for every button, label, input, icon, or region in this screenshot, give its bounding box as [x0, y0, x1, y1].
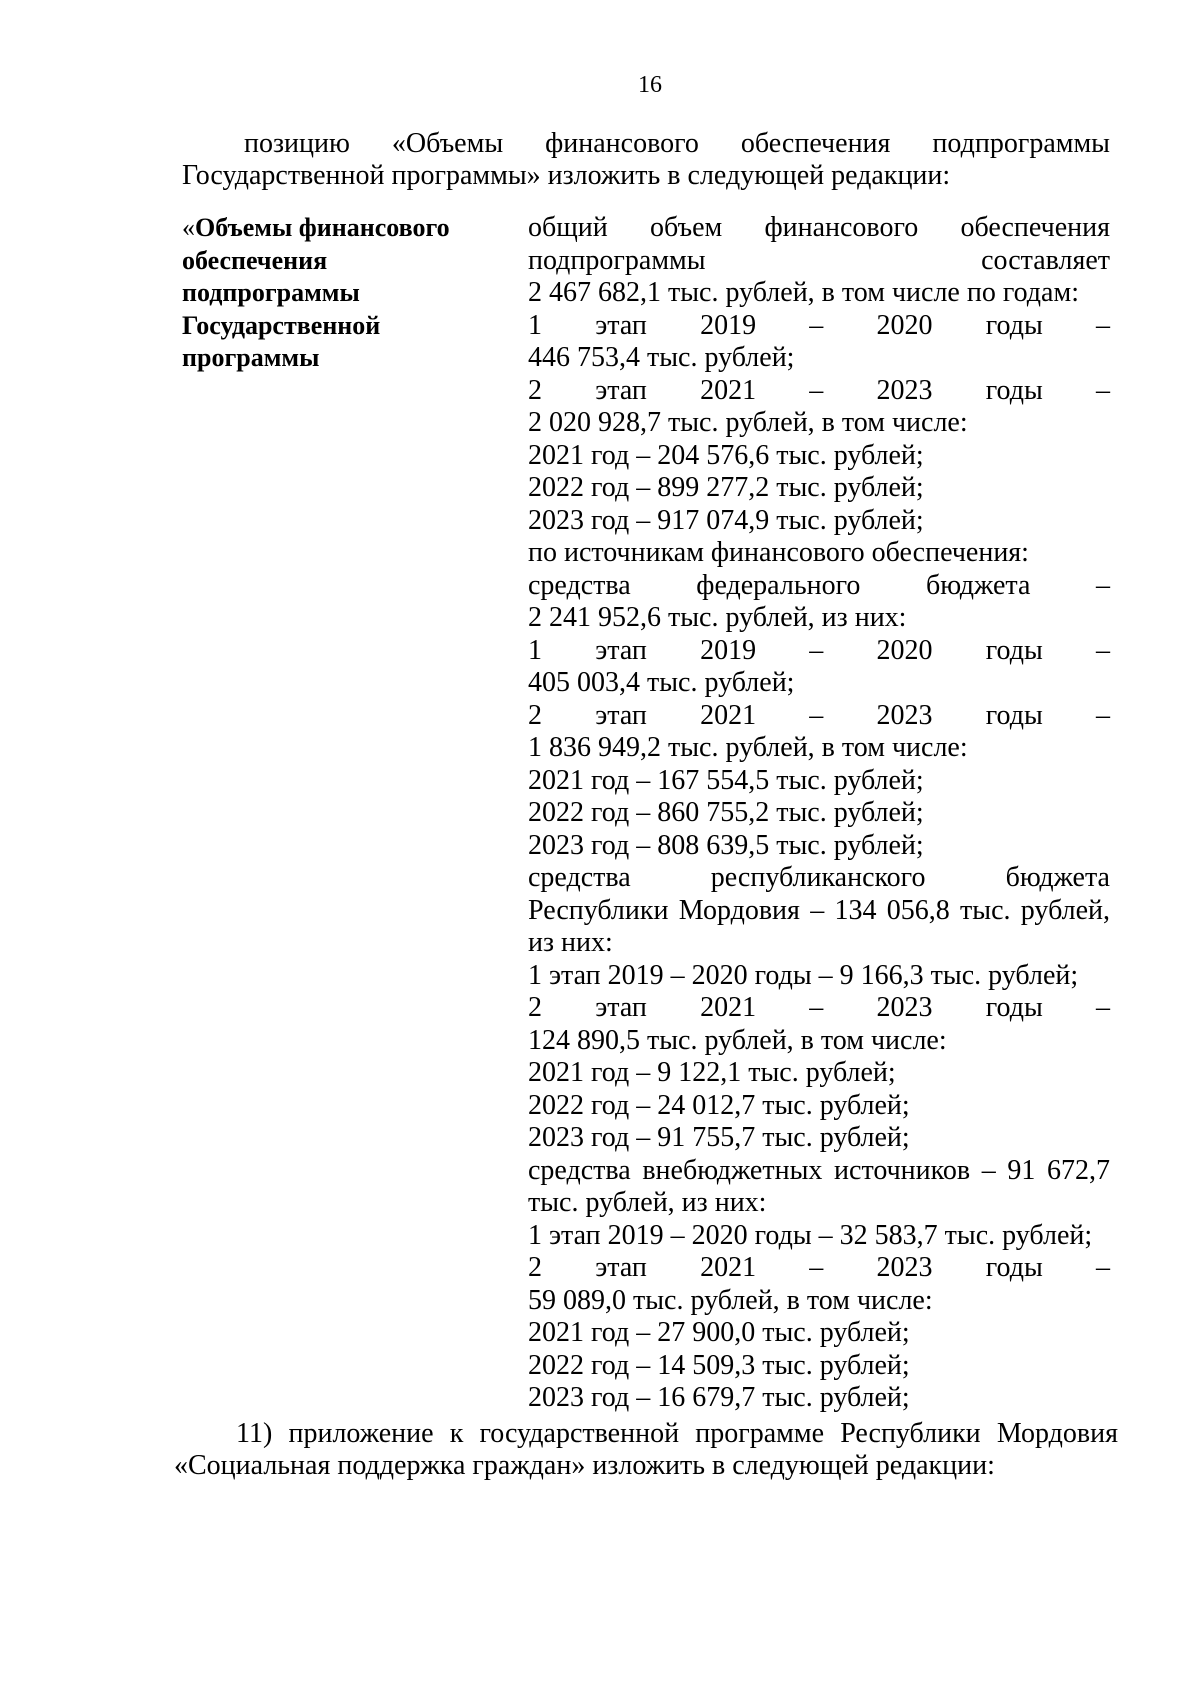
- funding-line: тыс. рублей, из них:: [528, 1187, 767, 1218]
- funding-line: Республики Мордовия – 134 056,8 тыс. рублей,: [528, 894, 1110, 926]
- intro-line-2: Государственной программы» изложить в следующей редакции:: [182, 160, 951, 191]
- funding-line: 1 этап 2019 – 2020 годы – 9 166,3 тыс. рублей;: [528, 959, 1079, 991]
- funding-line: 2022 год – 899 277,2 тыс. рублей;: [528, 472, 924, 503]
- funding-line: 2 020 928,7 тыс. рублей, в том числе:: [528, 407, 968, 438]
- funding-line: 2021 год – 9 122,1 тыс. рублей;: [528, 1057, 896, 1088]
- heading-text-1: Объемы финансового: [195, 213, 450, 242]
- heading-line-2: обеспечения: [182, 245, 328, 275]
- funding-line: 2 этап 2021 – 2023 годы –: [528, 1252, 1110, 1283]
- funding-details-cell: [528, 212, 1110, 1415]
- funding-line: 1 836 949,2 тыс. рублей, в том числе:: [528, 732, 968, 763]
- funding-line: 2023 год – 91 755,7 тыс. рублей;: [528, 1122, 910, 1153]
- funding-line: 2 467 682,1 тыс. рублей, в том числе по годам:: [528, 277, 1079, 308]
- funding-line: по источникам финансового обеспечения:: [528, 537, 1029, 568]
- subprogram-heading-cell: [182, 212, 502, 375]
- funding-line: 1 этап 2019 – 2020 годы –: [528, 309, 1110, 341]
- funding-line: 2022 год – 14 509,3 тыс. рублей;: [528, 1349, 910, 1381]
- funding-line: 124 890,5 тыс. рублей, в том числе:: [528, 1024, 947, 1056]
- funding-line: 2023 год – 808 639,5 тыс. рублей;: [528, 829, 924, 861]
- funding-line: 2021 год – 27 900,0 тыс. рублей;: [528, 1317, 910, 1348]
- funding-line: 2023 год – 16 679,7 тыс. рублей;: [528, 1382, 910, 1413]
- funding-line: средства внебюджетных источников – 91 672,7: [528, 1154, 1110, 1186]
- funding-line: 2022 год – 24 012,7 тыс. рублей;: [528, 1089, 910, 1121]
- funding-line: 446 753,4 тыс. рублей;: [528, 342, 795, 373]
- funding-line: из них:: [528, 927, 613, 958]
- funding-line: 2021 год – 204 576,6 тыс. рублей;: [528, 439, 924, 471]
- funding-line: 2 241 952,6 тыс. рублей, из них:: [528, 602, 907, 633]
- intro-line-1: позицию «Объемы финансового обеспечения подпрограммы: [244, 128, 1110, 159]
- funding-line: подпрограммы составляет: [528, 244, 1110, 276]
- page-number: 16: [638, 72, 662, 98]
- funding-line: 2 этап 2021 – 2023 годы –: [528, 699, 1110, 731]
- intro-paragraph: [182, 128, 1110, 192]
- funding-line: 2021 год – 167 554,5 тыс. рублей;: [528, 764, 924, 796]
- funding-line: 405 003,4 тыс. рублей;: [528, 667, 795, 698]
- funding-line: 2 этап 2021 – 2023 годы –: [528, 992, 1110, 1023]
- funding-line: 1 этап 2019 – 2020 годы – 32 583,7 тыс. рублей;: [528, 1219, 1093, 1251]
- funding-line: 2023 год – 917 074,9 тыс. рублей;: [528, 504, 924, 536]
- outro-paragraph: [174, 1418, 1118, 1482]
- funding-line: средства республиканского бюджета: [528, 862, 1110, 893]
- funding-line: 2022 год – 860 755,2 тыс. рублей;: [528, 797, 924, 828]
- heading-line-3: подпрограммы: [182, 278, 360, 307]
- funding-line: 2 этап 2021 – 2023 годы –: [528, 374, 1110, 406]
- funding-line: общий объем финансового обеспечения: [528, 212, 1110, 243]
- funding-line: 1 этап 2019 – 2020 годы –: [528, 634, 1110, 666]
- funding-line: 59 089,0 тыс. рублей, в том числе:: [528, 1284, 933, 1316]
- heading-line-5: программы: [182, 343, 320, 372]
- outro-line-1: 11) приложение к государственной программе Республики Мордовия: [236, 1418, 1118, 1449]
- funding-line: средства федерального бюджета –: [528, 569, 1110, 601]
- heading-line-4: Государственной: [182, 310, 381, 340]
- quote-open: «: [182, 213, 195, 242]
- outro-line-2: «Социальная поддержка граждан» изложить в следующей редакции:: [174, 1450, 995, 1481]
- heading-line-1: [182, 212, 502, 245]
